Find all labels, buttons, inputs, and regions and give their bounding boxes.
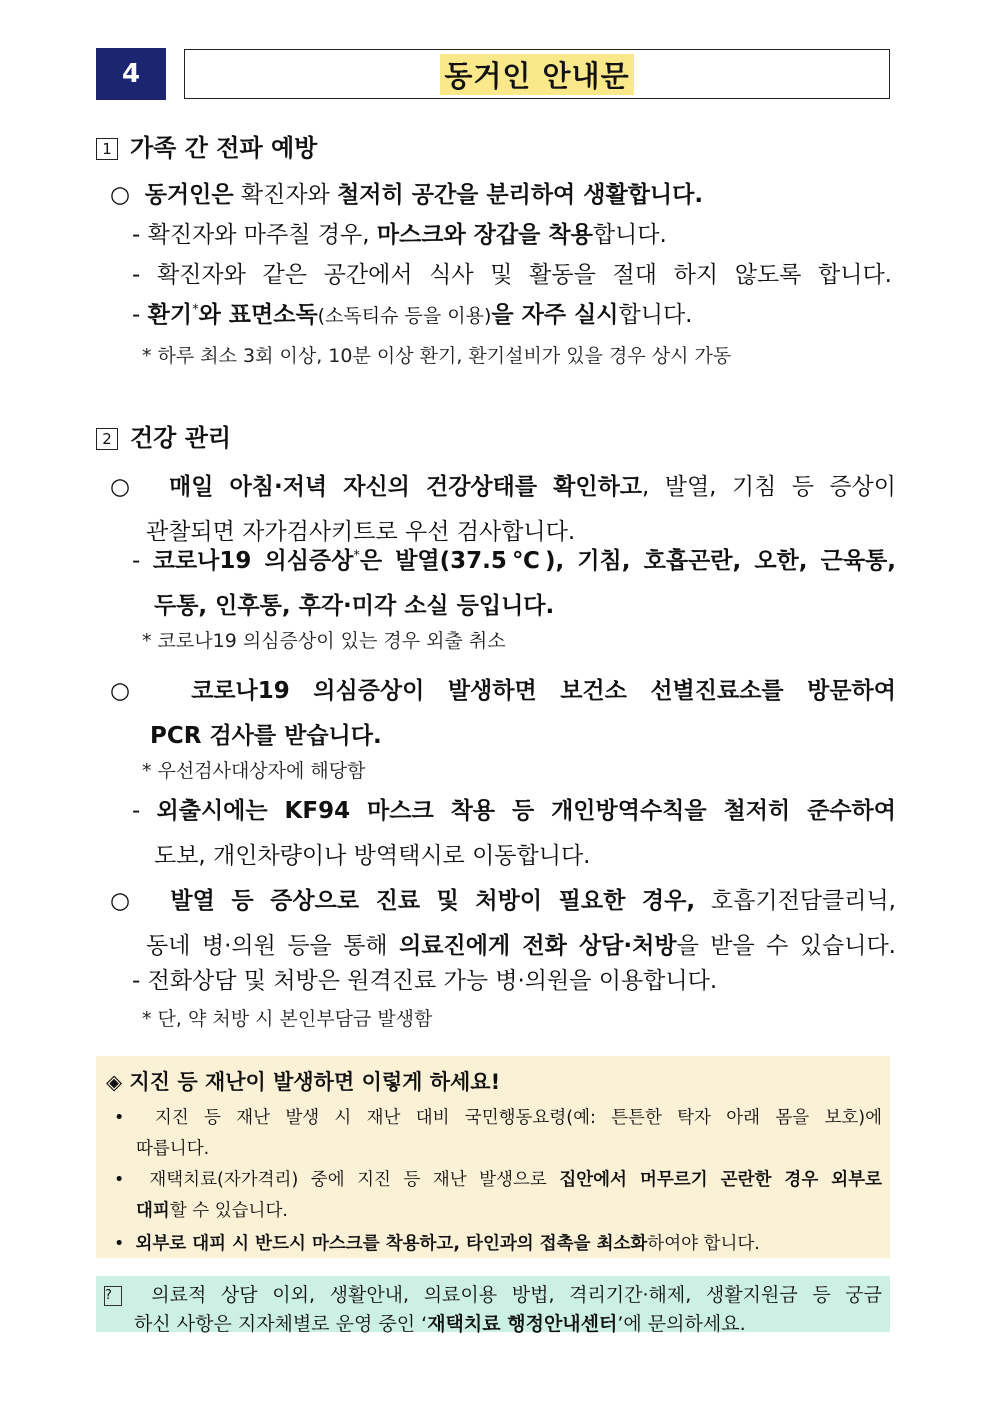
- text: , 발열, 기침 등 증상이: [642, 474, 896, 500]
- disaster-notice-box: [96, 1056, 890, 1258]
- bullet-item: [110, 882, 896, 960]
- footnote-mark: *: [192, 302, 199, 318]
- section-heading-1: [96, 128, 317, 163]
- dash-item: - 확진자와 마주칠 경우, 마스크와 장갑을 착용합니다.: [132, 222, 667, 248]
- bullet-circle-icon: ○: [110, 182, 131, 208]
- section-title: 건강 관리: [130, 424, 232, 452]
- bold-text: 와 표면소독: [198, 302, 318, 328]
- bold-text: 동거인은: [144, 182, 234, 208]
- text: ’에 문의하세요.: [617, 1313, 746, 1335]
- bold-text: 외부로 대피 시 반드시 마스크를 착용하고, 타인과의 접촉을 최소화: [135, 1234, 648, 1254]
- footnote: * 우선검사대상자에 해당함: [142, 760, 366, 782]
- section-number-box: 1: [96, 138, 118, 160]
- text: 합니다.: [618, 302, 693, 328]
- notice-item: [114, 1104, 882, 1160]
- footnote: * 단, 약 처방 시 본인부담금 발생함: [142, 1008, 433, 1030]
- title-box: [184, 49, 890, 99]
- footnote-mark: *: [353, 548, 360, 564]
- bold-text: 코로나19 의심증상: [152, 548, 354, 574]
- bold-text: 두통, 인후통, 후각·미각 소실 등입니다.: [154, 593, 555, 619]
- text: 을 받을 수 있습니다.: [676, 933, 896, 959]
- bold-text: 발열 등 증상으로 진료 및 처방이 필요한 경우,: [170, 888, 696, 914]
- bold-text: 은 발열(37.5℃), 기침, 호흡곤란, 오한, 근육통,: [359, 548, 896, 574]
- bold-text: 집안에서 머무르기 곤란한 경우 외부로: [559, 1170, 882, 1190]
- text: 호흡기전담클리닉,: [695, 888, 896, 914]
- bold-text: 의료진에게 전화 상담·처방: [399, 933, 677, 959]
- section-number-box: 2: [96, 428, 118, 450]
- bold-text: 코로나19 의심증상이 발생하면 보건소 선별진료소를 방문하여: [191, 678, 896, 704]
- bold-text: 외출시에는 KF94 마스크 착용 등 개인방역수칙을 철저히 준수하여: [156, 798, 896, 824]
- text: 따릅니다.: [136, 1139, 210, 1159]
- text: 전화상담 및 처방은 원격진료 가능 병·의원을 이용합니다.: [147, 968, 718, 994]
- section-number-badge: 4: [96, 48, 166, 100]
- bullet-item: [110, 468, 896, 546]
- text: 하여야 합니다.: [647, 1234, 760, 1254]
- dash-item: - 환기*와 표면소독(소독티슈 등을 이용)을 자주 실시합니다.: [132, 302, 693, 328]
- bullet-dot-icon: •: [114, 1170, 125, 1190]
- section-title: 가족 간 전파 예방: [130, 134, 318, 162]
- text: 확진자와: [233, 182, 338, 208]
- bullet-item: [110, 176, 703, 209]
- bold-text: 마스크와 장갑을 착용: [376, 222, 593, 248]
- text: 확진자와 마주칠 경우,: [147, 222, 377, 248]
- bold-text: 환기: [147, 302, 193, 328]
- dash-item: - 코로나19 의심증상*은 발열(37.5℃), 기침, 호흡곤란, 오한, 근육통, 두통, 인후통, 후각·미각 소실 등입니다.: [132, 548, 896, 619]
- text: 지진 등 재난 발생 시 재난 대비 국민행동요령(예: 튼튼한 탁자 아래 몸을 보호)에: [154, 1108, 882, 1128]
- text: 확진자와 같은 공간에서 식사 및 활동을 절대 하지 않도록 합니다.: [156, 262, 892, 288]
- text: 할 수 있습니다.: [169, 1201, 288, 1221]
- dash-item: - 확진자와 같은 공간에서 식사 및 활동을 절대 하지 않도록 합니다.: [132, 262, 892, 288]
- bold-text: 대피: [136, 1201, 170, 1221]
- footnote: * 하루 최소 3회 이상, 10분 이상 환기, 환기설비가 있을 경우 상시 가동: [142, 345, 732, 367]
- bullet-circle-icon: ○: [110, 888, 139, 914]
- text: 하신 사항은 지자체별로 운영 중인 ‘: [134, 1313, 428, 1335]
- section-heading-2: [96, 418, 231, 453]
- bold-text: 철저히 공간을 분리하여 생활합니다.: [337, 182, 704, 208]
- bold-text: 매일 아침·저녁 자신의 건강상태를 확인하고: [168, 474, 643, 500]
- page-title: 동거인 안내문: [440, 54, 633, 95]
- bullet-item: [110, 672, 896, 750]
- question-icon: ?: [104, 1286, 122, 1306]
- text: 관찰되면 자가검사키트로 우선 검사합니다.: [146, 519, 576, 545]
- text: 합니다.: [592, 222, 667, 248]
- bullet-circle-icon: ○: [110, 474, 139, 500]
- contact-info-box: [96, 1276, 890, 1335]
- center-name: 재택치료 행정안내센터: [427, 1313, 618, 1335]
- notice-item: [114, 1230, 760, 1255]
- notice-title: ◈ 지진 등 재난이 발생하면 이렇게 하세요!: [106, 1070, 501, 1094]
- text: 동네 병·의원 등을 통해: [146, 933, 400, 959]
- dash-item: - 전화상담 및 처방은 원격진료 가능 병·의원을 이용합니다.: [132, 968, 718, 994]
- bullet-dot-icon: •: [114, 1108, 125, 1128]
- bullet-dot-icon: •: [114, 1234, 125, 1254]
- text: 의료적 상담 이외, 생활안내, 의료이용 방법, 격리기간·해제, 생활지원금 등 궁금: [151, 1284, 882, 1306]
- dash-item: - 외출시에는 KF94 마스크 착용 등 개인방역수칙을 철저히 준수하여 도보, 개인차량이나 방역택시로 이동합니다.: [132, 798, 896, 869]
- bullet-circle-icon: ○: [110, 678, 146, 704]
- bold-text: PCR 검사를 받습니다.: [150, 723, 382, 749]
- footnote: * 코로나19 의심증상이 있는 경우 외출 취소: [142, 630, 506, 652]
- text: (소독티슈 등을 이용): [317, 305, 492, 327]
- text: 도보, 개인차량이나 방역택시로 이동합니다.: [154, 843, 591, 869]
- text: 재택치료(자가격리) 중에 지진 등 재난 발생으로: [149, 1170, 560, 1190]
- notice-item: [114, 1166, 882, 1222]
- bold-text: 을 자주 실시: [491, 302, 619, 328]
